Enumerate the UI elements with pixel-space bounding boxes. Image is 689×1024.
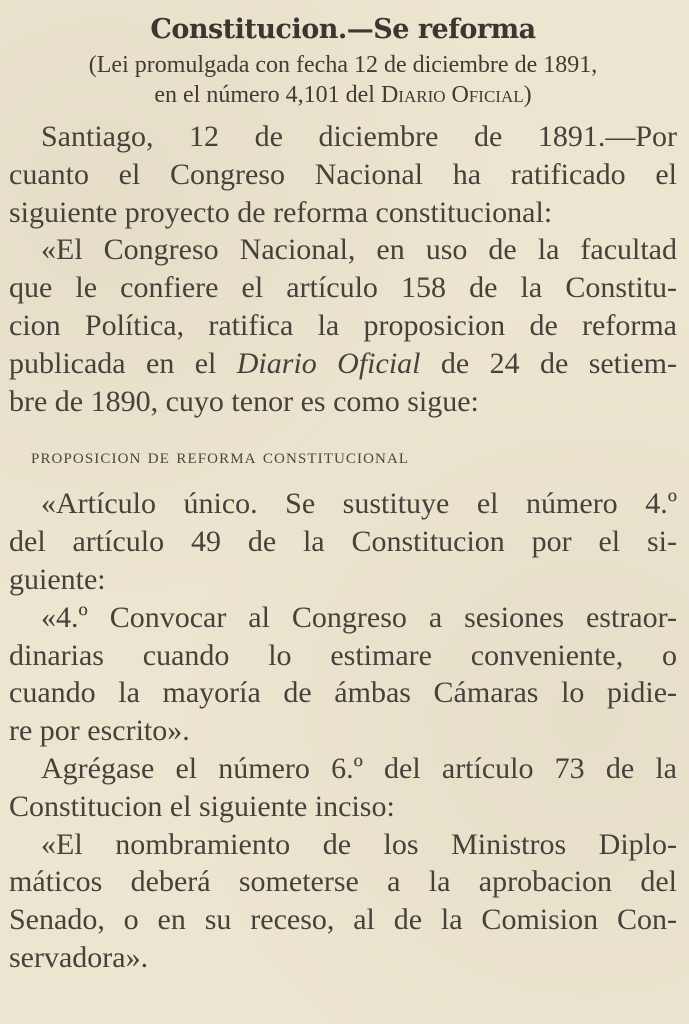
subtitle-line-1: (Lei promulgada con fecha 12 de diciembre de 1891,: [88, 52, 598, 78]
ratification-line-4-suffix: de 24 de setiem-: [420, 346, 677, 380]
subtitle-journal-name: Diario Oficial: [380, 82, 524, 108]
convocation-paragraph: [9, 599, 677, 750]
document-subtitle: [9, 50, 677, 110]
subtitle-line-2: [9, 80, 677, 110]
convocation-line-2: dinarias cuando lo estimare conveniente, o: [9, 638, 677, 672]
subtitle-line-2-suffix: ): [523, 82, 532, 108]
intro-paragraph: [9, 118, 677, 231]
ratification-line-3: cion Política, ratifica la proposicion de reforma: [9, 308, 677, 342]
ratification-line-4-prefix: publicada en el: [9, 346, 237, 380]
section-heading: proposicion de reforma constitucional: [31, 444, 410, 469]
article-paragraph: [9, 485, 677, 598]
addition-line-2: Constitucion el siguiente inciso:: [9, 789, 395, 823]
convocation-line-4: re por escrito».: [9, 714, 190, 748]
convocation-line-1: «4.º Convocar al Congreso a sesiones estraor-: [41, 600, 677, 634]
article-line-3: guiente:: [9, 562, 106, 596]
ministers-paragraph: [9, 826, 677, 977]
intro-line-3: siguiente proyecto de reforma constitucional:: [9, 195, 553, 229]
addition-line-1: Agrégase el número 6.º del artículo 73 de la: [41, 751, 677, 785]
addition-paragraph: [9, 750, 677, 826]
intro-line-2: cuanto el Congreso Nacional ha ratificado el: [9, 157, 677, 191]
ratification-line-5: bre de 1890, cuyo tenor es como sigue:: [9, 384, 479, 418]
ratification-line-2: que le confiere el artículo 158 de la Constitu-: [9, 271, 677, 305]
ministers-line-3: Senado, o en su receso, al de la Comision Con-: [9, 903, 677, 937]
article-line-1: «Artículo único. Se sustituye el número 4.º: [41, 487, 677, 521]
ratification-line-1: «El Congreso Nacional, en uso de la facultad: [41, 233, 677, 267]
subtitle-line-2-prefix: en el número 4,101 del: [154, 82, 381, 108]
ratification-journal-name: Diario Oficial: [236, 346, 421, 380]
ministers-line-1: «El nombramiento de los Ministros Diplo-: [41, 827, 677, 861]
article-line-2: del artículo 49 de la Constitucion por el si-: [9, 525, 677, 559]
ministers-line-4: servadora».: [9, 940, 149, 974]
convocation-line-3: cuando la mayoría de ámbas Cámaras lo pidie-: [9, 676, 677, 710]
ratification-line-4: [9, 345, 677, 383]
intro-line-1: Santiago, 12 de diciembre de 1891.—Por: [41, 120, 677, 153]
document-title: Constitucion.—Se reforma: [150, 14, 536, 45]
ministers-line-2: máticos deberá someterse a la aprobacion del: [9, 865, 677, 899]
ratification-paragraph: [9, 231, 677, 420]
document-body: [9, 118, 677, 977]
